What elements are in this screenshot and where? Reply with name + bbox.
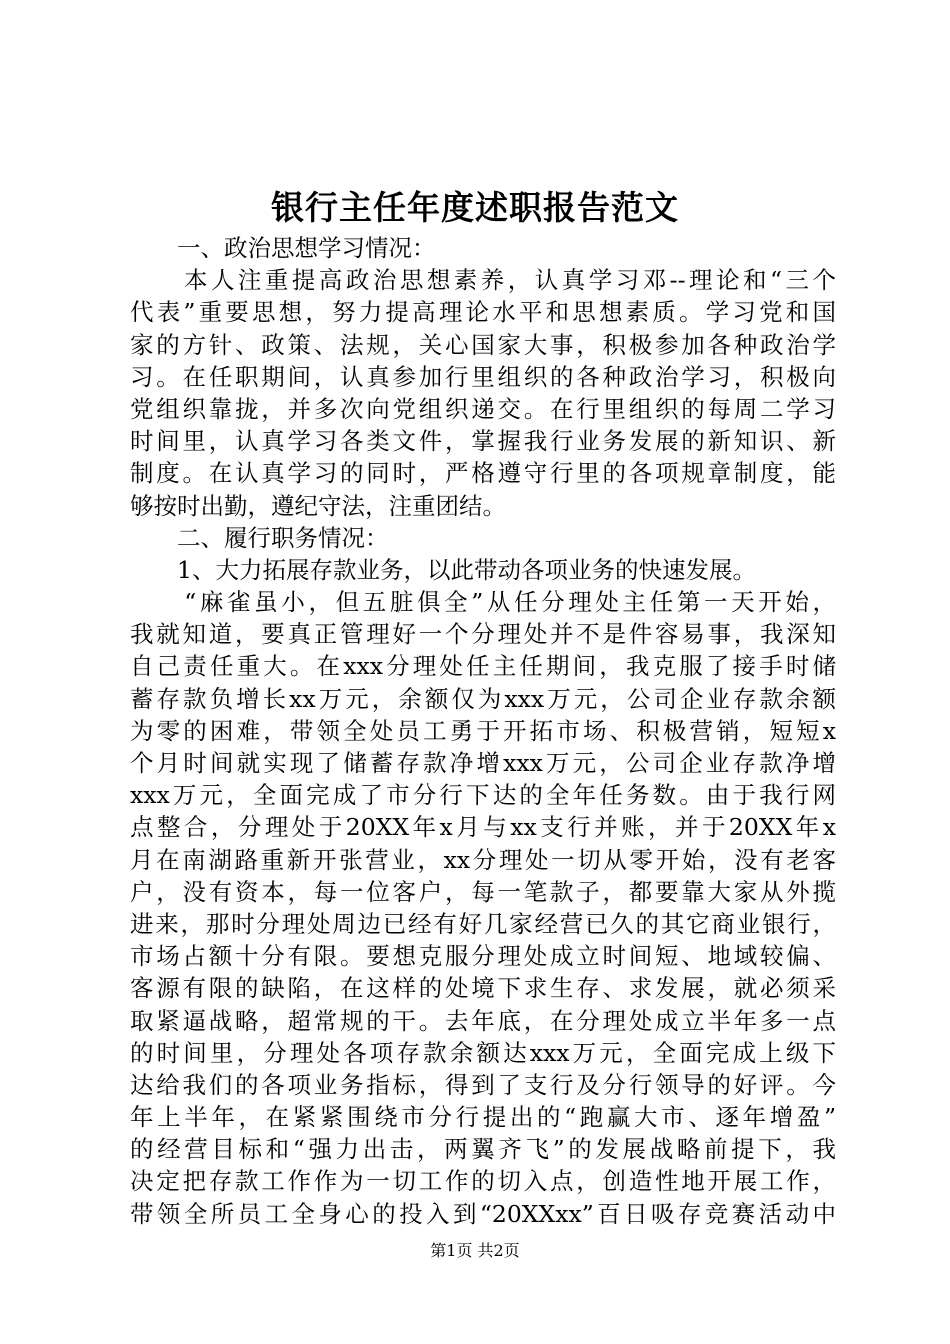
body-line: 的时间里，分理处各项存款余额达xxx万元，全面完成上级下 bbox=[130, 1038, 836, 1067]
body-line: 我就知道，要真正管理好一个分理处并不是件容易事，我深知 bbox=[130, 620, 836, 649]
body-line: 蓄存款负增长xx万元，余额仅为xxx万元，公司企业存款余额 bbox=[130, 684, 836, 713]
body-line: 一、政治思想学习情况： bbox=[130, 234, 436, 262]
body-line: 代表”重要思想，努力提高理论水平和思想素质。学习党和国 bbox=[130, 298, 836, 327]
body-line: 市场占额十分有限。要想克服分理处成立时间短、地域较偏、 bbox=[130, 942, 836, 971]
body-line: 决定把存款工作作为一切工作的切入点，创造性地开展工作， bbox=[130, 1167, 836, 1196]
body-line: “麻雀虽小，但五脏俱全”从任分理处主任第一天开始， bbox=[130, 588, 836, 617]
body-line: 取紧逼战略，超常规的干。去年底，在分理处成立半年多一点 bbox=[130, 1006, 836, 1035]
body-line: 二、履行职务情况： bbox=[130, 523, 389, 552]
body-line: 点整合，分理处于20XX年x月与xx支行并账，并于20XX年x bbox=[130, 813, 836, 842]
body-line: 月在南湖路重新开张营业，xx分理处一切从零开始，没有老客 bbox=[130, 845, 836, 874]
body-line: 为零的困难，带领全处员工勇于开拓市场、积极营销，短短x bbox=[130, 716, 836, 745]
body-line: 党组织靠拢，并多次向党组织递交。在行里组织的每周二学习 bbox=[130, 394, 836, 423]
body-line: 进来，那时分理处周边已经有好几家经营已久的其它商业银行， bbox=[130, 909, 836, 938]
body-line: 客源有限的缺陷，在这样的处境下求生存、求发展，就必须采 bbox=[130, 974, 836, 1003]
body-line: 习。在任职期间，认真参加行里组织的各种政治学习，积极向 bbox=[130, 362, 836, 391]
body-line: xxx万元，全面完成了市分行下达的全年任务数。由于我行网 bbox=[130, 781, 836, 810]
body-line: 时间里，认真学习各类文件，掌握我行业务发展的新知识、新 bbox=[130, 427, 836, 456]
document-body bbox=[130, 232, 836, 1230]
body-line: 个月时间就实现了储蓄存款净增xxx万元，公司企业存款净增 bbox=[130, 749, 836, 777]
body-line: 户，没有资本，每一位客户，每一笔款子，都要靠大家从外揽 bbox=[130, 877, 836, 906]
document-title: 银行主任年度述职报告范文 bbox=[271, 188, 679, 227]
body-line: 够按时出勤，遵纪守法，注重团结。 bbox=[130, 491, 506, 520]
body-line: 1、大力拓展存款业务，以此带动各项业务的快速发展。 bbox=[130, 555, 756, 584]
body-line: 达给我们的各项业务指标，得到了支行及分行领导的好评。今 bbox=[130, 1070, 836, 1099]
body-line: 带领全所员工全身心的投入到“20XXxx”百日吸存竞赛活动中 bbox=[130, 1199, 836, 1228]
body-line: 的经营目标和“强力出击，两翼齐飞”的发展战略前提下，我 bbox=[130, 1135, 836, 1164]
body-line: 年上半年，在紧紧围绕市分行提出的“跑赢大市、逐年增盈” bbox=[130, 1103, 836, 1132]
body-line: 本人注重提高政治思想素养，认真学习邓--理论和“三个 bbox=[130, 266, 836, 295]
body-line: 家的方针、政策、法规，关心国家大事，积极参加各种政治学 bbox=[130, 330, 836, 359]
body-line: 制度。在认真学习的同时，严格遵守行里的各项规章制度，能 bbox=[130, 459, 836, 488]
page-footer: 第1页 共2页 bbox=[430, 1241, 520, 1260]
body-line: 自己责任重大。在xxx分理处任主任期间，我克服了接手时储 bbox=[130, 652, 836, 681]
